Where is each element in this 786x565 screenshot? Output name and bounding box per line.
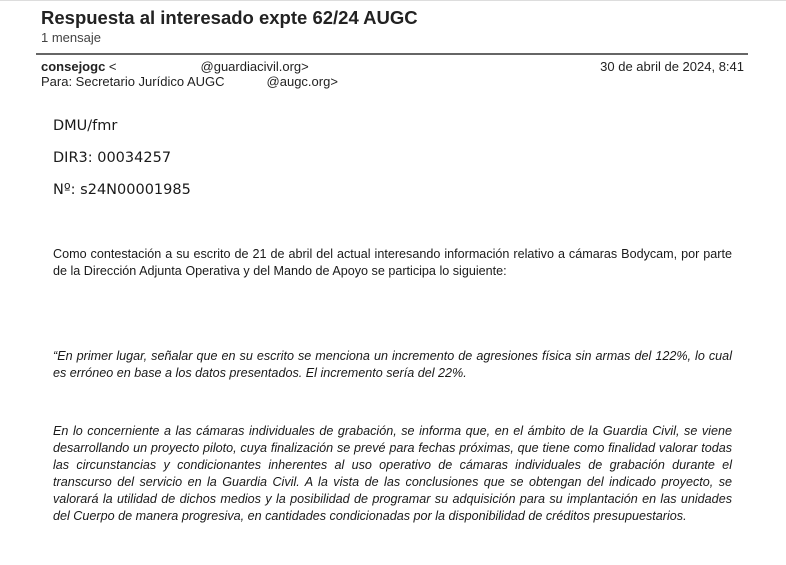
sender-open-bracket: < [108, 59, 117, 74]
recipient-line [41, 74, 338, 89]
top-border [0, 0, 786, 1]
recipient-email-domain[interactable]: @augc.org> [266, 74, 338, 89]
message-count: 1 mensaje [41, 30, 101, 45]
recipient-label: Para: Secretario Jurídico AUGC [41, 74, 225, 89]
email-date: 30 de abril de 2024, 8:41 [600, 59, 744, 74]
quote-paragraph: “En primer lugar, señalar que en su escrito se menciona un incremento de agresiones física sin armas del 122%, lo cual es erróneo en base a los datos presentados. El incremento sería del 22%. [53, 349, 732, 380]
email-subject: Respuesta al interesado expte 62/24 AUGC [41, 7, 418, 28]
cameras-paragraph: En lo concerniente a las cámaras individuales de grabación, se informa que, en el ámbito de la Guardia Civil, se viene desarrollando un proyecto piloto, cuya finalización se prevé para fechas próximas, que tiene como finalidad valorar todas las circunstancias y condicionantes inherentes al uso operativo de cámaras individuales de grabación durante el transcurso del servicio en la Guardia Civil. A la vista de las conclusiones que se obtengan del indicado proyecto, se valorará la utilidad de dichos medios y la posibilidad de programar su adquisición para su implantación en las unidades del Cuerpo de manera progresiva, en cantidades condicionadas por la disponibilidad de créditos presupuestarios. [53, 424, 732, 523]
sender-email-domain[interactable]: @guardiacivil.org> [200, 59, 309, 74]
dir3-code: DIR3: 00034257 [53, 150, 172, 166]
sender-name[interactable]: consejogc [41, 59, 106, 74]
document-number: Nº: s24N00001985 [53, 182, 191, 198]
reference-code: DMU/fmr [53, 118, 118, 134]
intro-paragraph: Como contestación a su escrito de 21 de abril del actual interesando información relativo a cámaras Bodycam, por parte de la Dirección Adjunta Operativa y del Mando de Apoyo se participa lo siguiente: [53, 247, 732, 278]
header-divider [36, 53, 748, 55]
sender-line [41, 59, 309, 74]
